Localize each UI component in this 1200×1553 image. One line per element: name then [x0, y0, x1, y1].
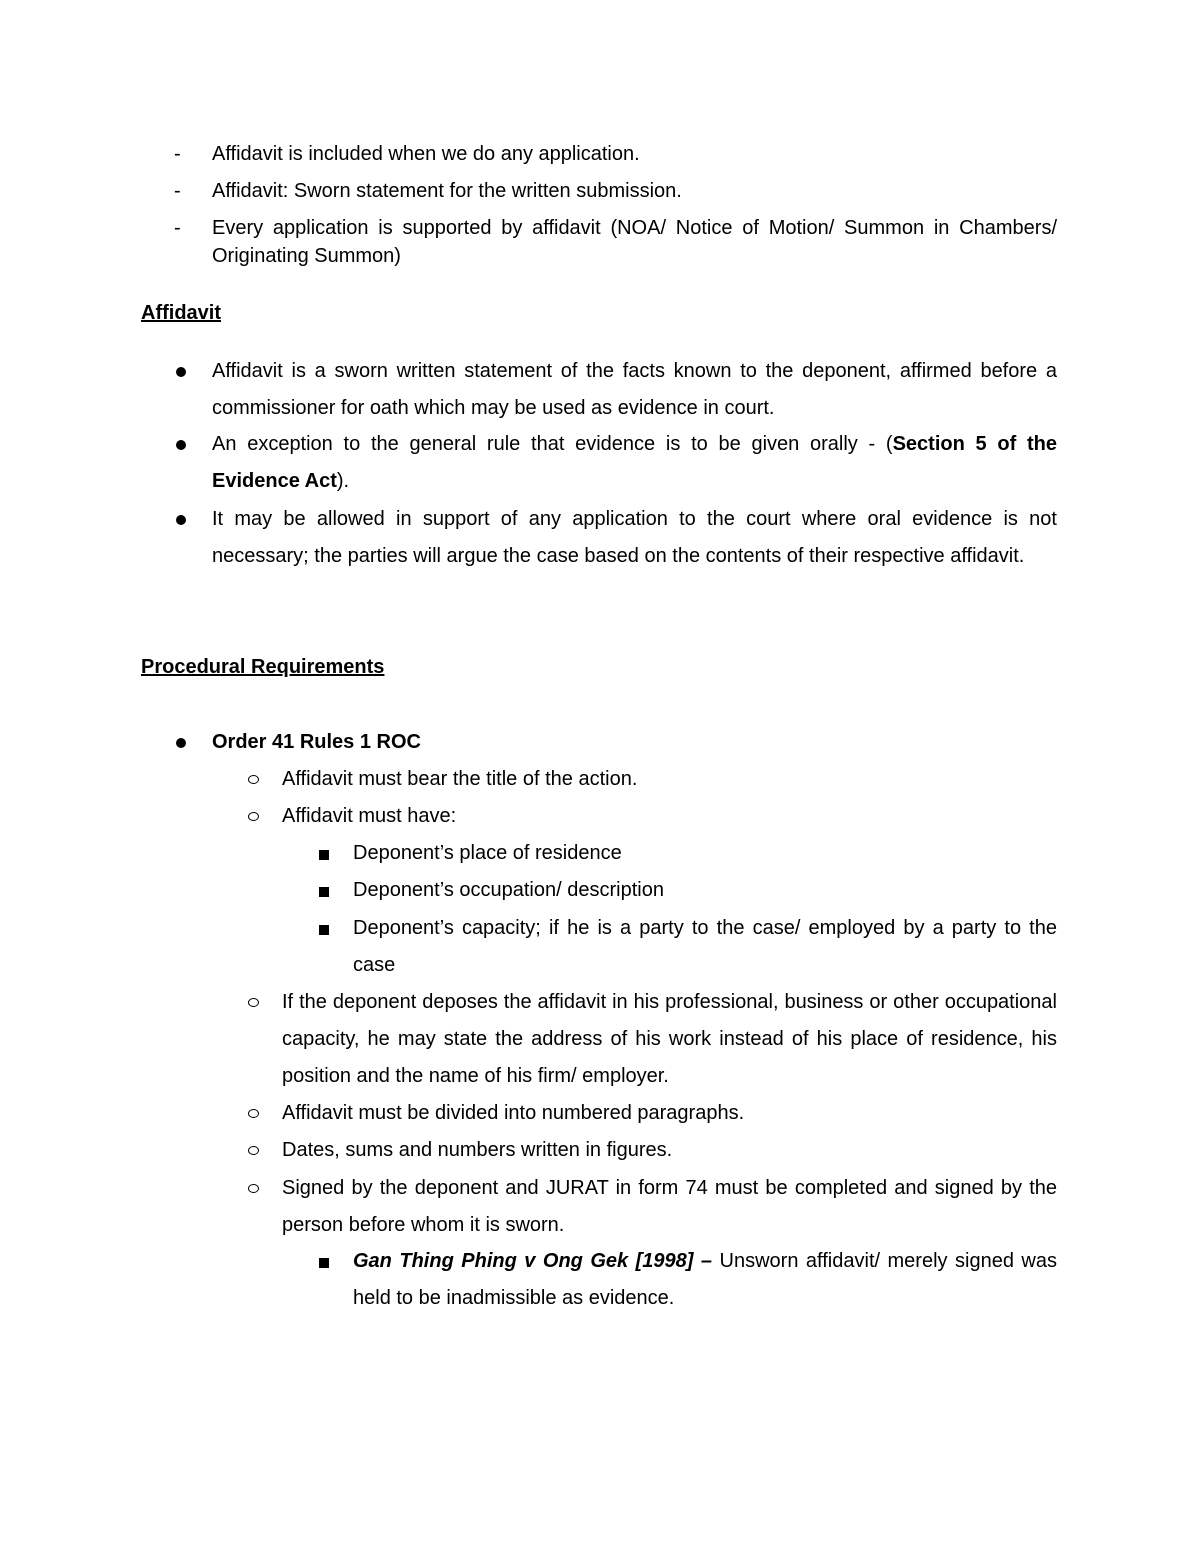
dash-marker: -	[174, 143, 181, 165]
deponent-detail-item: Deponent’s capacity; if he is a party to the case/ employed by a party to the case	[353, 917, 1057, 976]
circle-bullet-icon	[248, 775, 259, 784]
circle-bullet-icon	[248, 812, 259, 821]
case-holding: Unsworn affidavit/ merely signed was held to be inadmissible as evidence.	[353, 1250, 1057, 1309]
requirement-item: Affidavit must be divided into numbered paragraphs.	[282, 1102, 745, 1124]
requirement-item: Signed by the deponent and JURAT in form 74 must be completed and signed by the person before whom it is sworn.	[282, 1177, 1057, 1236]
order-title: Order 41 Rules 1 ROC	[212, 731, 421, 753]
bullet-icon	[176, 515, 186, 525]
intro-item: Affidavit is included when we do any application.	[212, 143, 640, 165]
bullet-icon	[176, 367, 186, 377]
section-heading-affidavit: Affidavit	[141, 302, 221, 324]
section-heading-procedural: Procedural Requirements	[141, 656, 385, 678]
requirement-item: Affidavit must have:	[282, 805, 457, 827]
deponent-detail-item: Deponent’s occupation/ description	[353, 879, 664, 901]
affidavit-item-text: ).	[336, 470, 350, 492]
affidavit-item: Affidavit is a sworn written statement of the facts known to the deponent, affirmed before a commissioner for oath which may be used as evidence in court.	[212, 360, 1057, 419]
circle-bullet-icon	[248, 1184, 259, 1193]
dash-marker: -	[174, 217, 181, 239]
square-bullet-icon	[319, 925, 329, 935]
circle-bullet-icon	[248, 998, 259, 1007]
affidavit-item	[212, 426, 1057, 500]
requirement-item: Affidavit must bear the title of the action.	[282, 768, 638, 790]
intro-item: Every application is supported by affidavit (NOA/ Notice of Motion/ Summon in Chambers/ Originating Summon)	[212, 217, 1057, 267]
dash-marker: -	[174, 180, 181, 202]
statute-reference: Section 5 of the Evidence Act	[212, 433, 1058, 492]
bullet-icon	[176, 440, 186, 450]
requirement-item: If the deponent deposes the affidavit in his professional, business or other occupational capacity, he may state the address of his work instead of his place of residence, his position and the name of his firm/ employer.	[282, 991, 1057, 1087]
circle-bullet-icon	[248, 1146, 259, 1155]
affidavit-item: It may be allowed in support of any application to the court where oral evidence is not necessary; the parties will argue the case based on the contents of their respective affidavit.	[212, 508, 1057, 567]
requirement-item: Dates, sums and numbers written in figures.	[282, 1139, 673, 1161]
square-bullet-icon	[319, 1258, 329, 1268]
case-citation-item	[353, 1243, 1057, 1317]
case-name: Gan Thing Phing v Ong Gek [1998] –	[353, 1250, 713, 1272]
intro-item: Affidavit: Sworn statement for the written submission.	[212, 180, 682, 202]
deponent-detail-item: Deponent’s place of residence	[353, 842, 622, 864]
affidavit-item-text: An exception to the general rule that evidence is to be given orally - (	[212, 433, 893, 455]
circle-bullet-icon	[248, 1109, 259, 1118]
square-bullet-icon	[319, 850, 329, 860]
square-bullet-icon	[319, 887, 329, 897]
bullet-icon	[176, 738, 186, 748]
